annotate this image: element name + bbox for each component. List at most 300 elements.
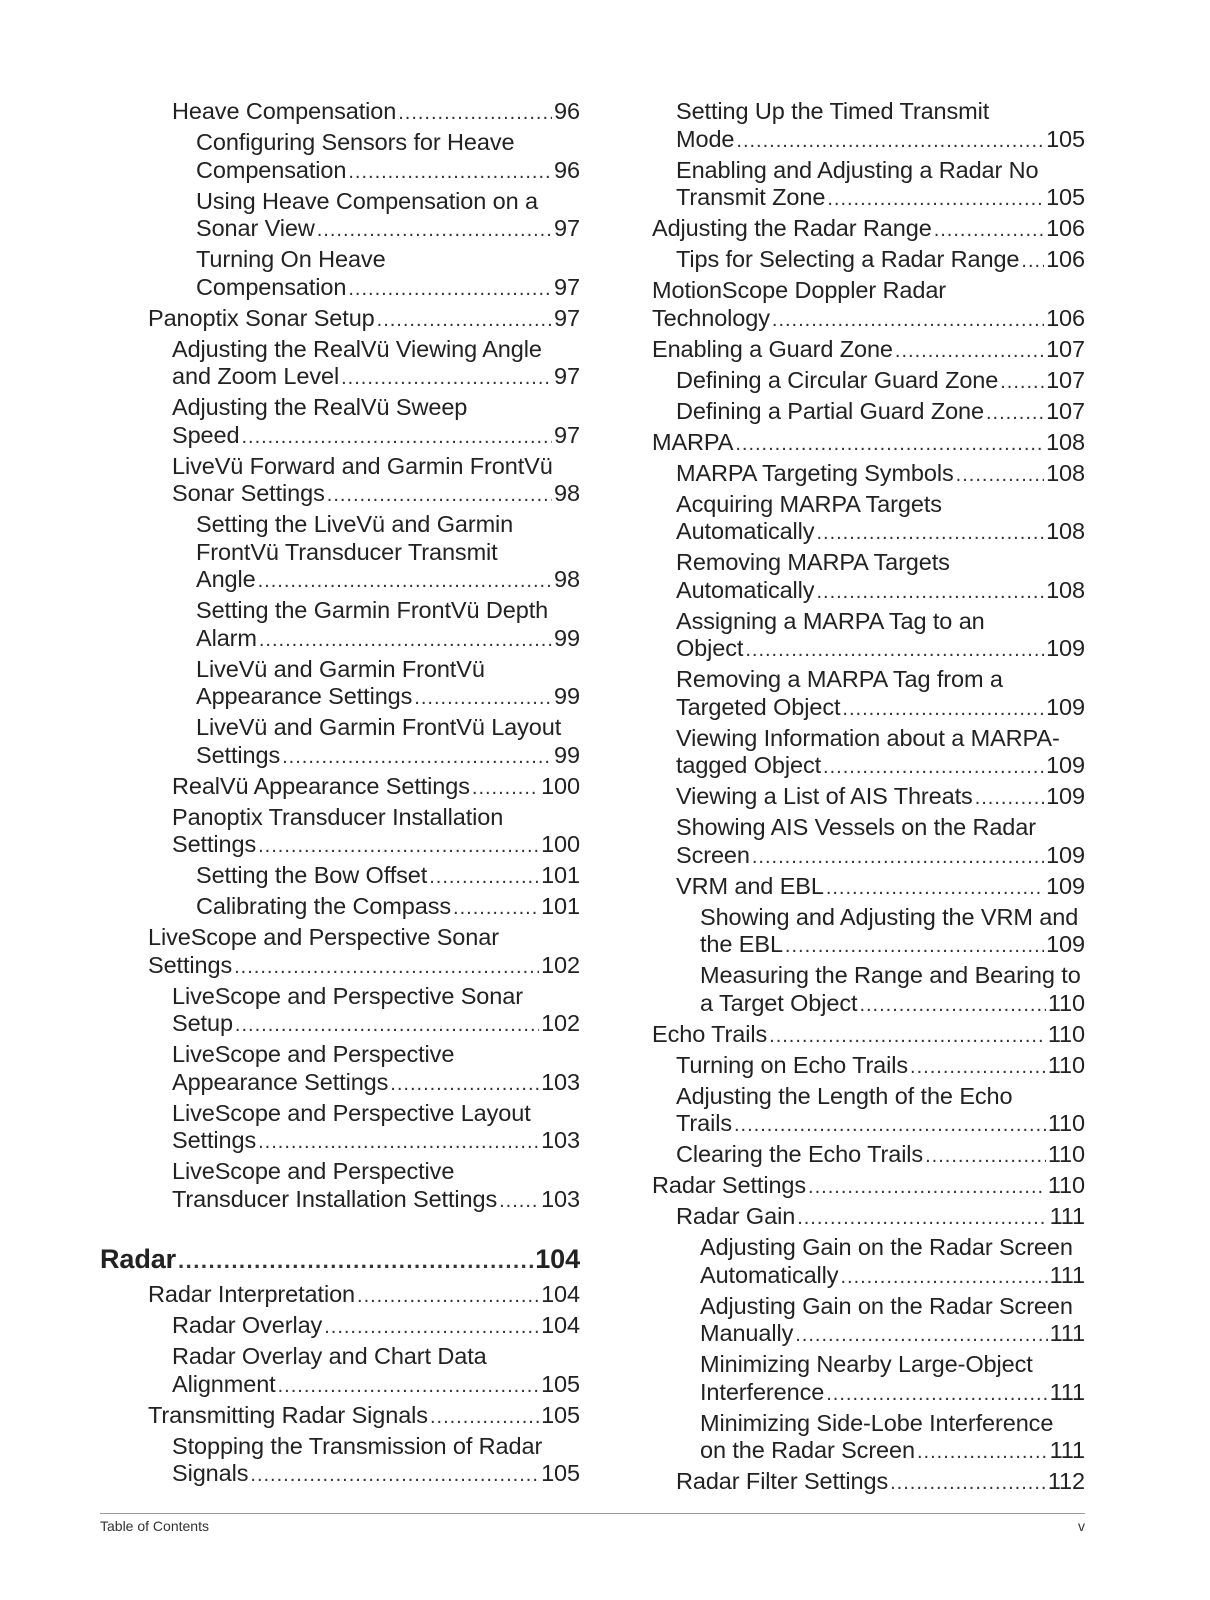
toc-entry-title-line: Defining a Circular Guard Zone <box>676 366 999 393</box>
toc-entry[interactable] <box>652 1410 1085 1467</box>
dot-leader <box>241 424 552 452</box>
toc-entry-title-line: Showing AIS Vessels on the Radar <box>676 814 1036 840</box>
dot-leader <box>429 864 539 892</box>
toc-entry-page-number: 102 <box>541 951 580 978</box>
toc-entry[interactable] <box>100 893 580 923</box>
toc-entry[interactable] <box>652 277 1085 334</box>
toc-entry-title-line: Removing a MARPA Tag from a <box>676 666 1003 692</box>
dot-leader <box>842 696 1044 724</box>
toc-entry[interactable] <box>100 305 580 335</box>
toc-entry-page-number: 111 <box>1049 1203 1085 1229</box>
toc-entry-last-line <box>196 566 580 596</box>
toc-entry-title-line: Radar Overlay <box>172 1312 323 1338</box>
toc-entry-last-line <box>172 831 580 861</box>
toc-entry-last-line <box>676 577 1085 607</box>
toc-entry-page-number: 108 <box>1046 518 1085 544</box>
toc-entry-title-line: Radar Interpretation <box>148 1281 356 1307</box>
toc-entry-page-number: 109 <box>1046 841 1085 868</box>
toc-entry-last-line <box>196 862 580 892</box>
toc-entry[interactable] <box>652 1351 1085 1408</box>
toc-entry[interactable] <box>100 1402 580 1432</box>
toc-entry[interactable] <box>100 862 580 892</box>
toc-entry-title-line: Alignment <box>172 1370 276 1397</box>
dot-leader <box>430 1404 539 1432</box>
toc-entry-page-number: 103 <box>541 1127 580 1153</box>
toc-chapter-entry[interactable] <box>100 1243 580 1277</box>
toc-entry[interactable] <box>652 725 1085 782</box>
dot-leader <box>348 276 552 304</box>
toc-entry-last-line <box>172 363 580 393</box>
toc-entry-title-line: MARPA <box>652 428 734 455</box>
toc-entry-title-line: Turning On Heave <box>196 246 386 272</box>
toc-entry-last-line <box>148 1402 580 1432</box>
toc-entry[interactable] <box>652 246 1085 276</box>
toc-entry-last-line <box>172 1127 580 1157</box>
dot-leader <box>472 775 539 803</box>
toc-entry-last-line <box>148 305 580 335</box>
toc-entry-title-line: Adjusting the RealVü Sweep <box>172 394 468 420</box>
toc-entry[interactable] <box>100 336 580 393</box>
toc-entry-page-number: 104 <box>541 1312 580 1338</box>
toc-entry-title-line: Adjusting the RealVü Viewing Angle <box>172 335 542 362</box>
dot-leader <box>390 1071 539 1099</box>
toc-entry-title-line: Enabling and Adjusting a Radar No <box>676 156 1039 183</box>
toc-entry-last-line <box>676 752 1085 782</box>
toc-entry-title-line: on the Radar Screen <box>700 1437 915 1463</box>
toc-entry-title-line: Technology <box>652 304 770 331</box>
toc-entry-page-number: 97 <box>554 215 580 241</box>
toc-entry-title-line: Showing and Adjusting the VRM and <box>700 903 1079 930</box>
toc-entry[interactable] <box>100 597 580 654</box>
toc-entry-title-line: Setting the Garmin FrontVü Depth <box>196 597 549 623</box>
toc-entry[interactable] <box>652 1052 1085 1082</box>
toc-entry-page-number: 110 <box>1047 1020 1085 1047</box>
toc-entry-last-line <box>676 367 1085 397</box>
toc-entry-page-number: 106 <box>1046 304 1085 331</box>
toc-entry[interactable] <box>100 983 580 1040</box>
toc-entry[interactable] <box>100 1041 580 1098</box>
toc-entry-title-line: Settings <box>172 831 257 857</box>
toc-entry-last-line <box>676 398 1085 428</box>
dot-leader <box>808 1174 1046 1202</box>
toc-entry-title-line: Transmit Zone <box>676 184 826 210</box>
toc-entry-title-line: VRM and EBL <box>676 872 824 899</box>
toc-entry[interactable] <box>652 873 1085 903</box>
toc-entry-page-number: 105 <box>541 1460 580 1486</box>
toc-entry-page-number: 98 <box>554 480 580 506</box>
toc-entry-last-line <box>196 683 580 713</box>
toc-entry-page-number: 97 <box>554 421 580 448</box>
toc-entry-last-line <box>676 1110 1085 1140</box>
toc-entry-title-line: Appearance Settings <box>196 683 413 709</box>
dot-leader <box>258 568 552 596</box>
toc-entry-last-line <box>196 893 580 923</box>
toc-entry-last-line <box>196 157 580 187</box>
toc-entry-page-number: 103 <box>541 1068 580 1095</box>
dot-leader <box>259 627 552 655</box>
toc-entry[interactable] <box>100 453 580 510</box>
toc-entry-last-line <box>676 1468 1085 1498</box>
toc-entry[interactable] <box>652 1172 1085 1202</box>
toc-entry-page-number: 105 <box>1046 184 1085 210</box>
toc-entry-last-line <box>700 990 1085 1020</box>
toc-entry[interactable] <box>100 714 580 771</box>
dot-leader <box>317 217 552 245</box>
toc-entry-last-line <box>652 429 1085 459</box>
toc-entry-page-number: 106 <box>1046 215 1085 241</box>
toc-entry[interactable] <box>100 1158 580 1215</box>
toc-entry-title-line: Compensation <box>196 273 347 300</box>
toc-entry-last-line <box>652 1172 1085 1202</box>
toc-entry-title-line: FrontVü Transducer Transmit <box>196 538 498 565</box>
toc-entry-title-line: Compensation <box>196 156 347 183</box>
dot-leader <box>324 1314 539 1342</box>
toc-entry-page-number: 109 <box>1046 783 1085 809</box>
toc-entry[interactable] <box>652 549 1085 606</box>
toc-entry-title-line: Heave Compensation <box>172 98 397 124</box>
toc-entry-last-line <box>172 1460 580 1490</box>
toc-entry-title-line: Defining a Partial Guard Zone <box>676 397 984 424</box>
toc-entry-page-number: 108 <box>1046 459 1085 486</box>
toc-entry-last-line <box>700 1379 1085 1409</box>
toc-entry-title-line: Manually <box>700 1320 794 1346</box>
toc-entry-title-line: Trails <box>676 1110 732 1136</box>
dot-leader <box>785 933 1044 961</box>
toc-entry-last-line <box>172 480 580 510</box>
toc-entry-page-number: 99 <box>554 741 580 768</box>
toc-entry[interactable] <box>652 398 1085 428</box>
toc-entry-last-line <box>148 1281 580 1311</box>
dot-leader <box>499 1188 539 1216</box>
dot-leader <box>934 217 1044 245</box>
toc-entry-title-line: Setup <box>172 1010 233 1036</box>
toc-entry[interactable] <box>652 608 1085 665</box>
toc-entry-last-line <box>172 1069 580 1099</box>
toc-entry[interactable] <box>652 1293 1085 1350</box>
toc-entry-last-line <box>652 305 1085 335</box>
toc-entry-page-number: 105 <box>541 1401 580 1428</box>
dot-leader <box>341 365 552 393</box>
dot-leader <box>975 785 1044 813</box>
toc-entry-title-line: Adjusting Gain on the Radar Screen <box>700 1234 1073 1260</box>
toc-entry-page-number: 100 <box>541 831 580 857</box>
toc-entry-last-line <box>700 1320 1085 1350</box>
toc-entry-title-line: Clearing the Echo Trails <box>676 1141 924 1167</box>
toc-entry-last-line <box>700 1262 1085 1292</box>
toc-entry[interactable] <box>652 367 1085 397</box>
toc-entry-title-line: Object <box>676 635 744 661</box>
dot-leader <box>986 400 1044 428</box>
toc-entry-page-number: 110 <box>1047 1110 1085 1136</box>
toc-entry-page-number: 97 <box>554 273 580 300</box>
toc-entry-title-line: Adjusting Gain on the Radar Screen <box>700 1292 1073 1319</box>
toc-entry-title-line: Tips for Selecting a Radar Range <box>676 246 1020 272</box>
toc-entry-title-line: Minimizing Nearby Large-Object <box>700 1351 1033 1377</box>
toc-entry-title-line: LiveScope and Perspective <box>172 1041 455 1067</box>
dot-leader <box>735 431 1044 459</box>
toc-entry-last-line <box>676 1203 1085 1233</box>
toc-entry-last-line <box>196 274 580 304</box>
toc-entry-title-line: Radar Gain <box>676 1203 796 1229</box>
toc-entry[interactable] <box>652 1234 1085 1291</box>
toc-entry-page-number: 110 <box>1047 1141 1085 1167</box>
toc-entry-title-line: Turning on Echo Trails <box>676 1051 909 1078</box>
dot-leader <box>895 338 1044 366</box>
dot-leader <box>772 307 1044 335</box>
toc-entry-page-number: 108 <box>1046 428 1085 455</box>
toc-entry[interactable] <box>100 656 580 713</box>
toc-entry[interactable] <box>652 1468 1085 1498</box>
toc-entry-title-line: Measuring the Range and Bearing to <box>700 962 1081 988</box>
toc-entry-last-line <box>172 1312 580 1342</box>
toc-entry[interactable] <box>652 904 1085 961</box>
dot-leader <box>745 637 1044 665</box>
toc-entry[interactable] <box>100 1433 580 1490</box>
dot-leader <box>377 307 552 335</box>
toc-entry[interactable] <box>652 460 1085 490</box>
dot-leader <box>797 1205 1047 1233</box>
toc-entry[interactable] <box>100 773 580 803</box>
dot-leader <box>235 1012 539 1040</box>
toc-entry-last-line <box>676 518 1085 548</box>
toc-entry[interactable] <box>100 129 580 186</box>
toc-entry[interactable] <box>100 394 580 451</box>
dot-leader <box>250 1462 539 1490</box>
toc-entry-title-line: Enabling a Guard Zone <box>652 335 893 362</box>
dot-leader <box>917 1439 1048 1467</box>
toc-entry-page-number: 100 <box>541 772 580 799</box>
toc-entry-page-number: 110 <box>1047 1051 1085 1078</box>
toc-entry[interactable] <box>652 98 1085 155</box>
toc-entry-page-number: 111 <box>1049 1261 1085 1288</box>
dot-leader <box>178 1245 533 1277</box>
toc-entry-last-line <box>676 246 1085 276</box>
toc-entry-page-number: 109 <box>1046 752 1085 778</box>
toc-entry-page-number: 110 <box>1047 989 1085 1016</box>
toc-entry-page-number: 106 <box>1046 246 1085 272</box>
toc-entry-last-line <box>172 1010 580 1040</box>
toc-right-column <box>652 98 1085 1499</box>
dot-leader <box>414 685 552 713</box>
toc-entry-title-line: Setting the Bow Offset <box>196 862 428 888</box>
toc-entry-title-line: Acquiring MARPA Targets <box>676 490 942 517</box>
dot-leader <box>398 100 552 128</box>
toc-entry-title-line: Radar Overlay and Chart Data <box>172 1343 487 1369</box>
toc-entry-title-line: Using Heave Compensation on a <box>196 187 538 214</box>
dot-leader <box>278 1373 539 1401</box>
toc-entry-title-line: LiveVü and Garmin FrontVü Layout <box>196 714 562 740</box>
toc-entry-page-number: 101 <box>541 893 580 919</box>
toc-entry-title-line: Appearance Settings <box>172 1068 389 1095</box>
toc-entry-title-line: a Target Object <box>700 989 858 1016</box>
toc-entry[interactable] <box>652 1141 1085 1171</box>
toc-entry-last-line <box>172 422 580 452</box>
toc-entry-title-line: Automatically <box>676 518 815 544</box>
toc-entry-last-line <box>652 215 1085 245</box>
toc-entry-title-line: Setting the LiveVü and Garmin <box>196 511 514 537</box>
toc-entry-page-number: 111 <box>1049 1437 1085 1463</box>
toc-entry-page-number: 111 <box>1049 1320 1085 1346</box>
toc-entry-title-line: Radar Filter Settings <box>676 1468 889 1494</box>
toc-entry-title-line: Mode <box>676 125 735 152</box>
toc-entry-last-line <box>676 635 1085 665</box>
toc-entry[interactable] <box>652 666 1085 723</box>
dot-leader <box>925 1143 1046 1171</box>
toc-entry-page-number: 101 <box>541 862 580 888</box>
toc-entry-last-line <box>676 694 1085 724</box>
toc-entry[interactable] <box>652 783 1085 813</box>
toc-entry-title-line: Sonar View <box>196 215 315 241</box>
dot-leader <box>327 482 552 510</box>
toc-entry-title-line: Transducer Installation Settings <box>172 1185 498 1212</box>
toc-entry-last-line <box>676 460 1085 490</box>
toc-entry-last-line <box>652 336 1085 366</box>
toc-entry-title-line: LiveScope and Perspective Sonar <box>172 982 523 1009</box>
toc-entry-last-line <box>676 873 1085 903</box>
dot-leader <box>736 128 1044 156</box>
toc-entry[interactable] <box>652 429 1085 459</box>
toc-entry-title-line: Adjusting the Radar Range <box>652 215 932 241</box>
toc-entry-last-line <box>676 842 1085 872</box>
dot-leader <box>826 875 1044 903</box>
page-footer <box>100 1513 1085 1534</box>
toc-entry-page-number: 105 <box>1046 125 1085 152</box>
toc-entry-title-line: Settings <box>172 1127 257 1153</box>
toc-entry-page-number: 102 <box>541 1010 580 1036</box>
toc-entry-title-line: LiveVü Forward and Garmin FrontVü <box>172 452 553 479</box>
toc-entry-title-line: Settings <box>196 741 281 768</box>
toc-entry[interactable] <box>652 215 1085 245</box>
dot-leader <box>769 1023 1046 1051</box>
toc-entry[interactable] <box>652 814 1085 871</box>
toc-entry[interactable] <box>652 962 1085 1019</box>
dot-leader <box>348 159 552 187</box>
toc-entry-page-number: 104 <box>541 1281 580 1307</box>
toc-entry-page-number: 109 <box>1046 635 1085 661</box>
dot-leader <box>258 1129 539 1157</box>
toc-entry-title-line: MARPA Targeting Symbols <box>676 459 954 486</box>
toc-entry-title-line: Alarm <box>196 624 257 651</box>
dot-leader <box>752 844 1044 872</box>
toc-entry[interactable] <box>100 1281 580 1311</box>
toc-entry-title-line: Automatically <box>700 1261 839 1288</box>
toc-entry-title-line: Radar <box>100 1244 177 1274</box>
toc-entry-page-number: 104 <box>535 1244 580 1274</box>
toc-entry[interactable] <box>652 157 1085 214</box>
toc-entry[interactable] <box>100 1100 580 1157</box>
toc-entry-title-line: Assigning a MARPA Tag to an <box>676 607 985 634</box>
toc-entry[interactable] <box>652 1021 1085 1051</box>
toc-entry-title-line: Echo Trails <box>652 1020 768 1047</box>
toc-entry-last-line <box>172 773 580 803</box>
toc-entry[interactable] <box>652 1203 1085 1233</box>
toc-entry-page-number: 110 <box>1047 1172 1085 1198</box>
dot-leader <box>956 462 1044 490</box>
toc-entry-title-line: Viewing a List of AIS Threats <box>676 783 973 809</box>
dot-leader <box>282 744 552 772</box>
toc-entry-page-number: 111 <box>1049 1378 1085 1405</box>
dot-leader <box>795 1322 1047 1350</box>
toc-entry-title-line: Settings <box>148 951 233 978</box>
toc-entry-title-line: Signals <box>172 1460 249 1486</box>
toc-entry-last-line <box>676 184 1085 214</box>
dot-leader <box>357 1283 539 1311</box>
toc-entry-title-line: Speed <box>172 421 240 448</box>
toc-entry-page-number: 108 <box>1046 576 1085 603</box>
toc-entry[interactable] <box>652 491 1085 548</box>
toc-entry-last-line <box>148 952 580 982</box>
footer-section-title: Table of Contents <box>100 1518 209 1534</box>
toc-left-column <box>100 98 580 1491</box>
toc-entry-last-line <box>172 1186 580 1216</box>
toc-entry[interactable] <box>100 924 580 981</box>
toc-entry-page-number: 109 <box>1046 872 1085 899</box>
dot-leader <box>840 1264 1047 1292</box>
dot-leader <box>827 186 1044 214</box>
dot-leader <box>816 579 1044 607</box>
toc-entry-last-line <box>676 1052 1085 1082</box>
toc-entry-last-line <box>172 98 580 128</box>
toc-entry[interactable] <box>100 98 580 128</box>
toc-entry-page-number: 103 <box>541 1185 580 1212</box>
toc-entry[interactable] <box>100 1312 580 1342</box>
toc-entry-title-line: Angle <box>196 566 256 592</box>
toc-entry[interactable] <box>100 804 580 861</box>
toc-entry[interactable] <box>100 511 580 596</box>
toc-entry[interactable] <box>652 1083 1085 1140</box>
toc-entry-title-line: RealVü Appearance Settings <box>172 772 470 799</box>
toc-entry-page-number: 99 <box>554 624 580 651</box>
toc-entry-title-line: Panoptix Transducer Installation <box>172 803 504 830</box>
dot-leader <box>890 1470 1046 1498</box>
toc-entry-last-line <box>172 1371 580 1401</box>
toc-entry[interactable] <box>100 1343 580 1400</box>
toc-entry[interactable] <box>652 336 1085 366</box>
toc-entry[interactable] <box>100 246 580 303</box>
dot-leader <box>823 754 1044 782</box>
footer-page-number: v <box>1078 1518 1085 1534</box>
toc-entry-title-line: Setting Up the Timed Transmit <box>676 98 990 124</box>
toc-entry-title-line: LiveScope and Perspective Sonar <box>148 924 499 950</box>
toc-entry-title-line: Stopping the Transmission of Radar <box>172 1432 543 1459</box>
toc-entry-title-line: Interference <box>700 1378 825 1405</box>
toc-entry-page-number: 97 <box>554 363 580 389</box>
toc-entry-last-line <box>676 783 1085 813</box>
toc-entry-last-line <box>700 1437 1085 1467</box>
dot-leader <box>453 895 539 923</box>
toc-entry[interactable] <box>100 188 580 245</box>
toc-entry-last-line <box>196 215 580 245</box>
toc-entry-title-line: Minimizing Side-Lobe Interference <box>700 1409 1054 1436</box>
toc-entry-last-line <box>676 126 1085 156</box>
dot-leader <box>910 1054 1046 1082</box>
toc-entry-last-line <box>652 1021 1085 1051</box>
toc-entry-title-line: Radar Settings <box>652 1172 807 1198</box>
toc-entry-page-number: 105 <box>541 1370 580 1397</box>
dot-leader <box>1000 369 1044 397</box>
toc-entry-page-number: 107 <box>1046 366 1085 393</box>
toc-entry-page-number: 107 <box>1046 335 1085 362</box>
toc-entry-title-line: Automatically <box>676 576 815 603</box>
toc-entry-last-line <box>676 1141 1085 1171</box>
toc-entry-title-line: Viewing Information about a MARPA- <box>676 724 1060 751</box>
toc-entry-title-line: Screen <box>676 841 750 868</box>
dot-leader <box>734 1112 1046 1140</box>
toc-entry-page-number: 109 <box>1046 693 1085 720</box>
toc-entry-title-line: LiveVü and Garmin FrontVü <box>196 655 485 682</box>
toc-entry-title-line: and Zoom Level <box>172 363 340 389</box>
toc-entry-title-line: MotionScope Doppler Radar <box>652 277 947 303</box>
